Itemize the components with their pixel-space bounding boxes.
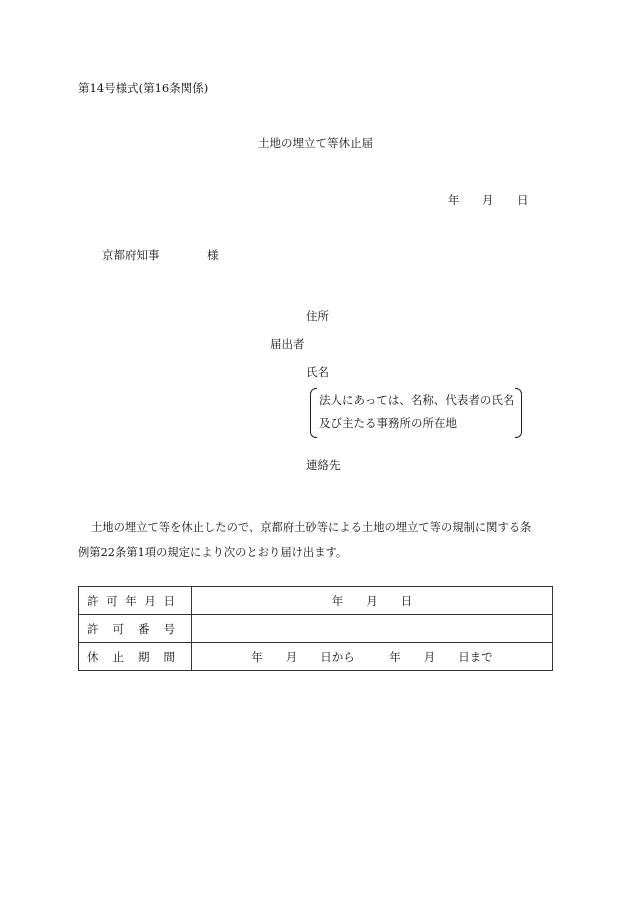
label-char: 許 <box>87 621 99 636</box>
right-brace <box>515 388 522 438</box>
name-label: 氏名 <box>306 365 329 379</box>
date-month: 月 <box>482 193 494 207</box>
label-char: 休 <box>87 649 99 664</box>
permit-number-field[interactable] <box>192 615 553 643</box>
label-char: 間 <box>163 649 175 664</box>
addressee-honorific: 様 <box>207 248 219 262</box>
row-label-permit-number <box>79 615 192 643</box>
address-label: 住所 <box>306 309 329 323</box>
label-char: 止 <box>112 649 124 664</box>
table-row <box>79 643 553 671</box>
date-day: 日 <box>517 193 529 207</box>
body-text-line1: 土地の埋立て等を休止したので、京都府土砂等による土地の埋立て等の規制に関する条 <box>91 521 532 534</box>
label-char: 許 <box>87 593 99 608</box>
contact-label: 連絡先 <box>306 458 341 472</box>
corporate-note-line2: 及び主たる事務所の所在地 <box>319 416 457 430</box>
label-char: 年 <box>125 593 137 608</box>
form-number: 第14号様式(第16条関係) <box>78 81 209 95</box>
corporate-note-line1: 法人にあっては、名称、代表者の氏名 <box>319 393 515 407</box>
label-char: 月 <box>144 593 156 608</box>
table-row <box>79 615 553 643</box>
label-char: 番 <box>138 621 150 636</box>
document-title: 土地の埋立て等休止届 <box>258 136 373 150</box>
suspension-period-field[interactable]: 年 月 日から 年 月 日まで <box>192 643 553 671</box>
label-char: 日 <box>163 593 175 608</box>
label-char: 可 <box>106 593 118 608</box>
label-char: 号 <box>163 621 175 636</box>
permit-date-field[interactable]: 年 月 日 <box>192 587 553 615</box>
info-table <box>78 586 553 671</box>
row-label-permit-date <box>79 587 192 615</box>
left-brace <box>310 388 317 438</box>
addressee-name: 京都府知事 <box>102 248 160 262</box>
date-year: 年 <box>448 193 460 207</box>
label-char: 期 <box>138 649 150 664</box>
row-label-suspension-period <box>79 643 192 671</box>
table-row <box>79 587 553 615</box>
applicant-role-label: 届出者 <box>270 337 305 351</box>
body-text-line2: 例第22条第1項の規定により次のとおり届け出ます。 <box>78 546 348 559</box>
label-char: 可 <box>112 621 124 636</box>
